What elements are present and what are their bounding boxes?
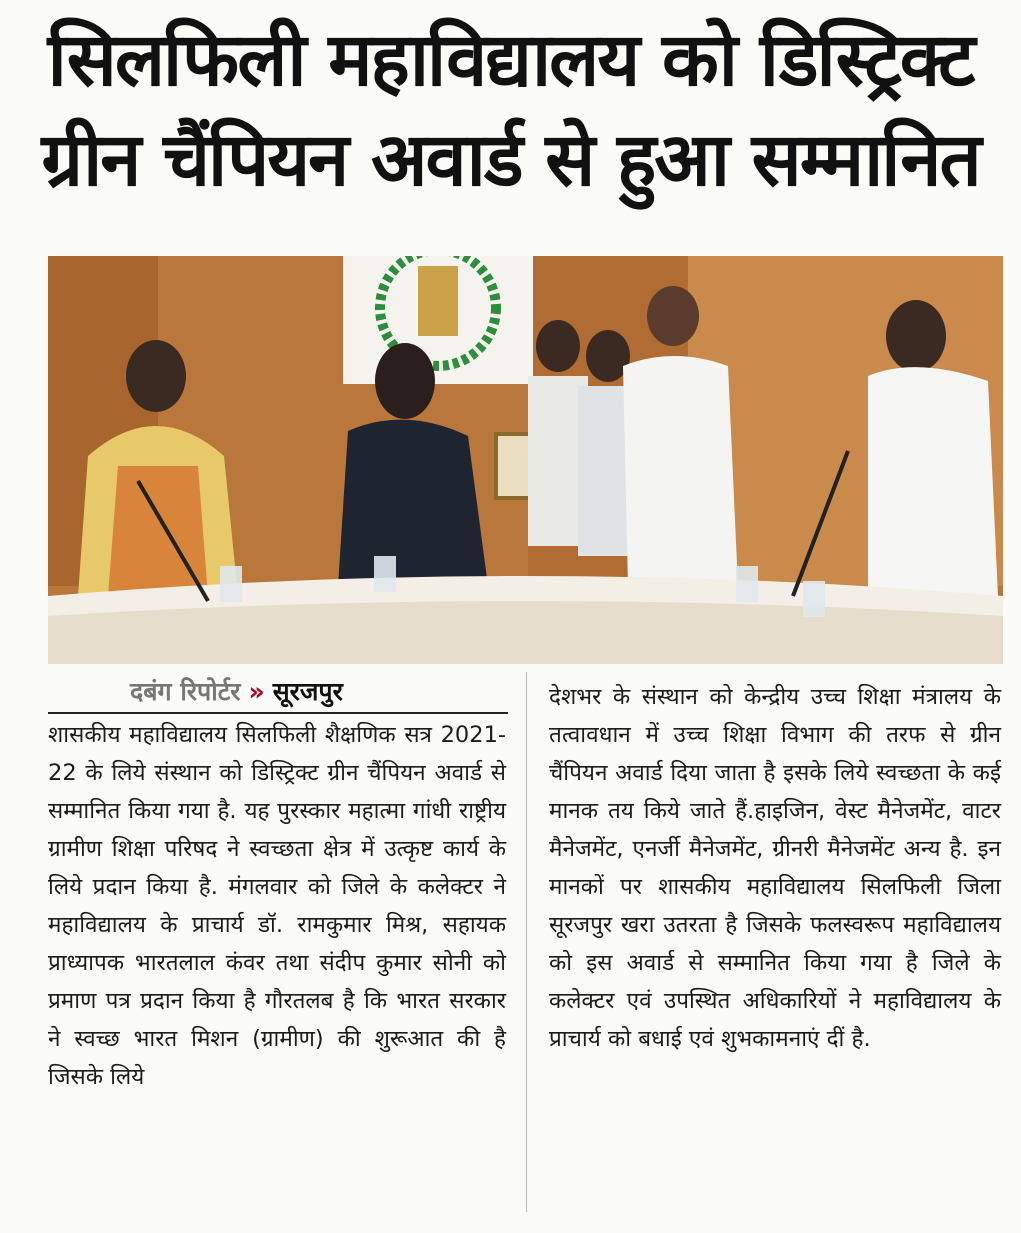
headline-line-1: सिलफिली महाविद्यालय को डिस्ट्रिक्ट bbox=[47, 17, 974, 103]
award-ceremony-photo bbox=[48, 256, 1003, 664]
news-photo bbox=[48, 256, 1003, 664]
double-chevron-icon: » bbox=[248, 677, 265, 706]
headline bbox=[20, 10, 1001, 210]
dateline-place: सूरजपुर bbox=[272, 677, 343, 706]
article-column-1: शासकीय महाविद्यालय सिलफिली शैक्षणिक सत्र 2021-22 के लिये संस्थान को डिस्ट्रिक्ट ग्रीन चैंपियन अवार्ड से सम्मानित किया गया है. यह पुरस्कार महात्मा गांधी राष्ट्रीय ग्रामीण शिक्षा परिषद ने स्वच्छता क्षेत्र में उत्कृष्ट कार्य के लिये प्रदान किया है. मंगलवार को जिले के कलेक्टर ने महाविद्यालय के प्राचार्य डॉ. रामकुमार मिश्र, सहायक प्राध्यापक भारतलाल कंवर तथा संदीप कुमार सोनी को प्रमाण पत्र प्रदान किया है गौरतलब है कि भारत सरकार ने स्वच्छ भारत मिशन (ग्रामीण) की शुरूआत की है जिसके लिये bbox=[48, 722, 506, 1090]
column-divider bbox=[526, 672, 527, 1212]
dateline bbox=[48, 672, 508, 714]
headline-line-2: ग्रीन चैंपियन अवार्ड से हुआ सम्मानित bbox=[41, 117, 980, 203]
article-column-2: देशभर के संस्थान को केन्द्रीय उच्च शिक्षा मंत्रालय के तत्वावधान में उच्च शिक्षा विभाग की तरफ से ग्रीन चैंपियन अवार्ड दिया जाता है इसके लिये स्वच्छता के कई मानक तय किये जाते हैं.हाइजिन, वेस्ट मैनेजमेंट, वाटर मैनेजमेंट, एनर्जी मैनेजमेंट, ग्रीनरी मैनेजमेंट अन्य है. इन मानकों पर शासकीय महाविद्यालय सिलफिली जिला सूरजपुर खरा उतरता है जिसके फलस्वरूप महाविद्यालय को इस अवार्ड से सम्मानित किया गया है जिले के कलेक्टर एवं उपस्थित अधिकारियों ने महाविद्यालय के प्राचार्य को बधाई एवं शुभकामनाएं दीं है. bbox=[549, 684, 1001, 1052]
reporter-credit: दबंग रिपोर्टर bbox=[130, 677, 241, 706]
